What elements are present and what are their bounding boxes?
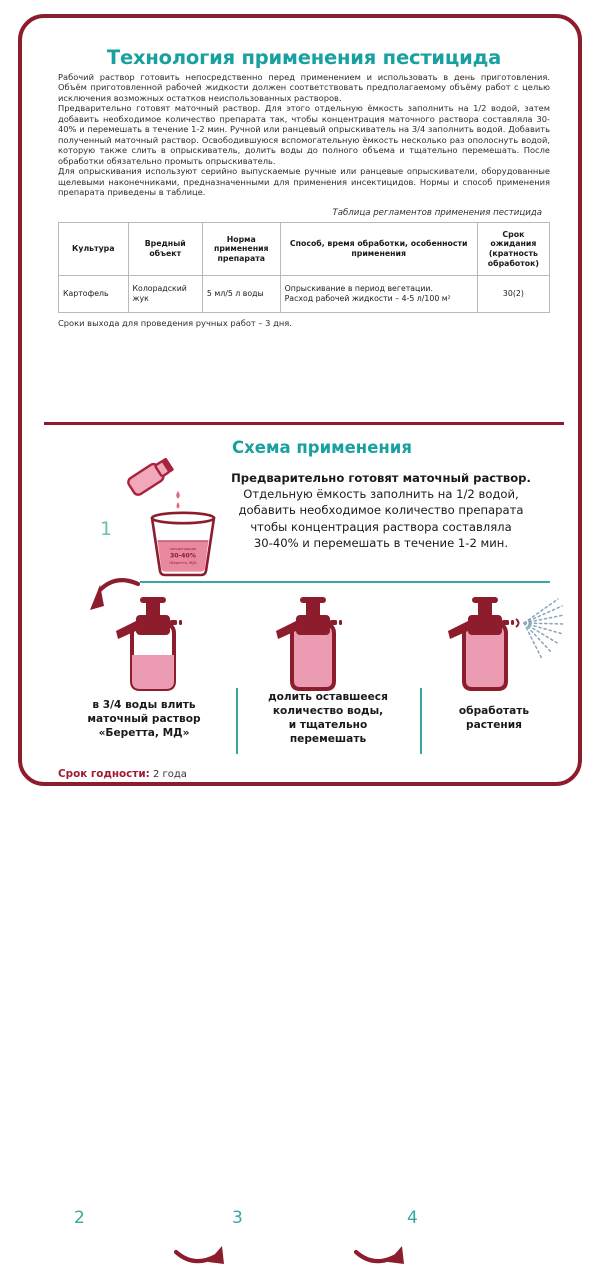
cell-culture: Картофель bbox=[59, 276, 129, 313]
step1-description bbox=[216, 470, 546, 551]
step2-line1: в 3/4 воды влить bbox=[92, 699, 196, 711]
step-number-4: 4 bbox=[407, 1208, 418, 1228]
step1-line2: Отдельную ёмкость заполнить на 1/2 водой, bbox=[243, 487, 519, 502]
step1-line5: 30-40% и перемешать в течение 1-2 мин. bbox=[253, 535, 509, 550]
step-number-3: 3 bbox=[232, 1208, 243, 1228]
spray-mist-icon bbox=[524, 599, 564, 659]
cell-waiting: 30(2) bbox=[477, 276, 549, 313]
paragraph-2: Предварительно готовят маточный раствор. Для этого отдельную ёмкость заполнить на 1/2 водой, затем добавить необходимое количество препарата так, чтобы концентрация маточного раствора составляла 30-40% и перемешать в течение 1-2 мин. Ручной или ранцевый опрыскиватель на 3/4 заполнить водой. Добавить полученный маточный раствор. Освободившуюся вспомогательную ёмкость несколько раз ополоснуть водой, которую также слить в опрыскиватель, долить воды до полного объема и тщательно перемешать. После обработки обязательно промыть опрыскиватель. bbox=[58, 103, 550, 166]
glass-label-line2: 30-40% bbox=[170, 552, 196, 560]
step4-line2: растения bbox=[466, 719, 522, 731]
section-divider bbox=[44, 422, 564, 425]
sprayer-icon-3 bbox=[270, 597, 356, 695]
table-header-pest: Вредный объект bbox=[128, 223, 202, 276]
paragraph-1: Рабочий раствор готовить непосредственно перед применением и использовать в день приготовления. Объём приготовленной рабочей жидкости должен соответствовать предполагаемому объёму работ с целью исключения возможных остатков неиспользованных растворов. bbox=[58, 72, 550, 103]
step-number-2: 2 bbox=[74, 1208, 85, 1228]
cell-method-line1: Опрыскивание в период вегетации. bbox=[284, 284, 433, 294]
instructions-text bbox=[58, 72, 550, 197]
table-row bbox=[59, 276, 550, 313]
glass-label-line1: концентрация bbox=[170, 547, 196, 551]
table-caption: Таблица регламентов применения пестицида bbox=[332, 208, 542, 218]
table-footnote: Сроки выхода для проведения ручных работ – 3 дня. bbox=[58, 318, 292, 328]
caption-divider-2 bbox=[420, 688, 422, 754]
step3-line4: перемешать bbox=[289, 733, 367, 745]
step1-line3: добавить необходимое количество препарата bbox=[238, 503, 524, 518]
step4-line1: обработать bbox=[458, 705, 530, 717]
droplet-icon bbox=[176, 491, 180, 499]
step1-heading: Предварительно готовят маточный раствор. bbox=[231, 471, 531, 485]
sprayer-icon-4 bbox=[442, 597, 572, 695]
glass-label-line3: «Беретта, МД» bbox=[168, 561, 198, 565]
paragraph-3: Для опрыскивания используют серийно выпускаемые ручные или ранцевые опрыскиватели, оборудованные щелевыми наконечниками, предназначенными для применения инсектицидов. Нормы и способ применения препарата приведены в таблице. bbox=[58, 166, 550, 197]
table-header-waiting: Срок ожидания (кратность обработок) bbox=[477, 223, 549, 276]
step-number-1: 1 bbox=[100, 518, 113, 540]
page-title: Технология применения пестицида bbox=[106, 46, 502, 69]
step3-line1: долить оставшееся bbox=[268, 691, 388, 703]
arrow-right-icon-1 bbox=[172, 1238, 234, 1276]
step2-line2: маточный раствор bbox=[87, 713, 201, 725]
scheme-divider-teal bbox=[140, 581, 550, 583]
table-header-culture: Культура bbox=[59, 223, 129, 276]
shelf-life-value: 2 года bbox=[149, 769, 187, 780]
step3-line3: и тщательно bbox=[288, 719, 368, 731]
shelf-life bbox=[58, 768, 187, 780]
scheme-title: Схема применения bbox=[232, 438, 412, 457]
step-captions bbox=[58, 690, 558, 760]
cell-method bbox=[280, 276, 477, 313]
poster-frame bbox=[18, 14, 582, 1228]
sprayer-icon-2 bbox=[110, 597, 196, 695]
step2-line3: «Беретта, МД» bbox=[98, 727, 190, 739]
bottle-icon bbox=[126, 458, 175, 497]
regulations-table bbox=[58, 222, 550, 313]
table-header-row bbox=[59, 223, 550, 276]
cell-rate: 5 мл/5 л воды bbox=[202, 276, 280, 313]
table-header-method: Способ, время обработки, особенности применения bbox=[280, 223, 477, 276]
cell-method-line2: Расход рабочей жидкости – 4-5 л/100 м² bbox=[284, 294, 451, 303]
step-caption-2 bbox=[58, 698, 230, 740]
step-caption-4 bbox=[430, 704, 558, 732]
shelf-life-label: Срок годности: bbox=[58, 768, 150, 780]
step3-line2: количество воды, bbox=[272, 705, 384, 717]
arrow-right-icon-2 bbox=[352, 1238, 414, 1276]
step1-line4: чтобы концентрация раствора составляла bbox=[250, 519, 512, 534]
step-caption-3 bbox=[244, 690, 412, 746]
cell-pest: Колорадский жук bbox=[128, 276, 202, 313]
caption-divider-1 bbox=[236, 688, 238, 754]
table-header-rate: Норма применения препарата bbox=[202, 223, 280, 276]
